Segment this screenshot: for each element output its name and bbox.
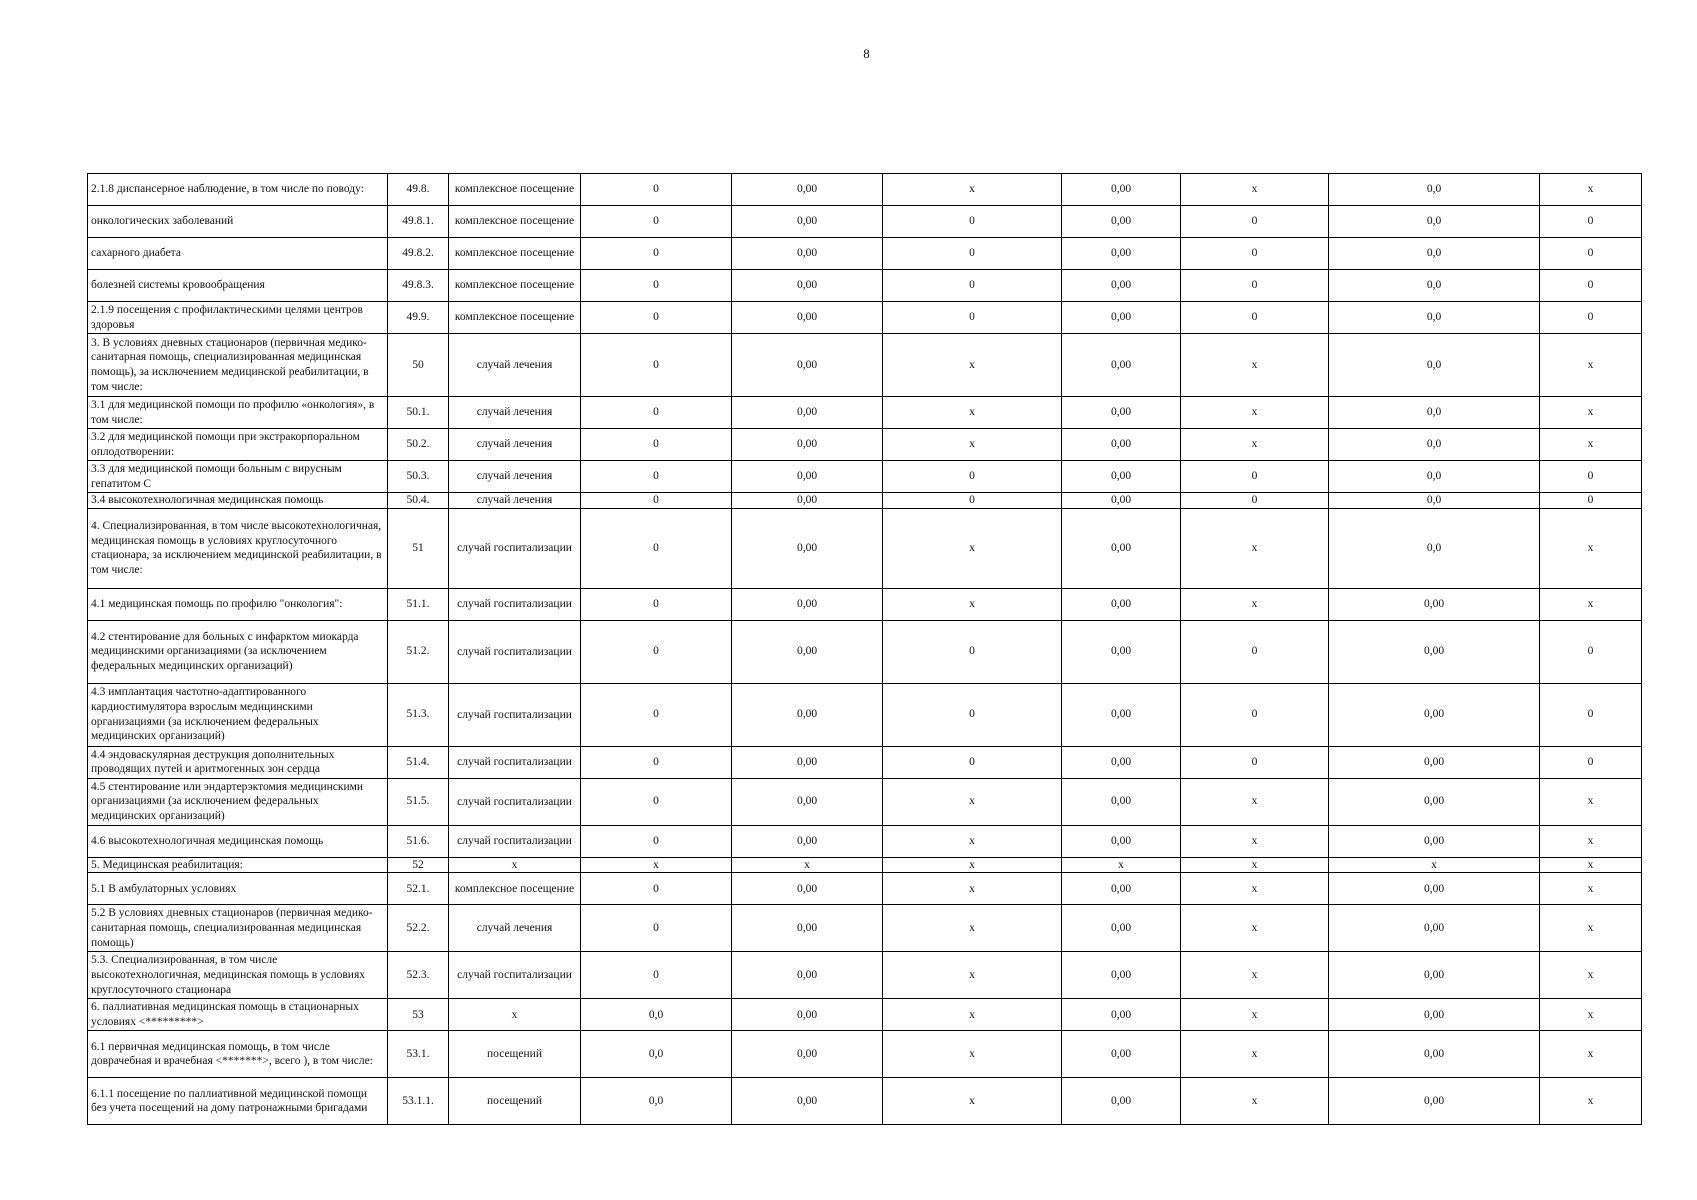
row-unit: x xyxy=(449,999,581,1031)
value-col-7: x xyxy=(1540,334,1642,397)
row-code: 52.2. xyxy=(388,905,449,952)
value-col-4: 0,00 xyxy=(1062,999,1181,1031)
value-col-5: x xyxy=(1181,334,1329,397)
value-col-5: 0 xyxy=(1181,206,1329,238)
value-col-4: 0,00 xyxy=(1062,952,1181,999)
value-col-3: 0 xyxy=(883,683,1062,746)
table-row xyxy=(88,174,1642,206)
value-col-3: 0 xyxy=(883,206,1062,238)
value-col-4: 0,00 xyxy=(1062,778,1181,825)
value-col-4: x xyxy=(1062,857,1181,873)
row-unit: случай госпитализации xyxy=(449,588,581,620)
value-col-2: 0,00 xyxy=(732,905,883,952)
value-col-6: 0,0 xyxy=(1329,493,1540,509)
value-col-4: 0,00 xyxy=(1062,746,1181,778)
table-row xyxy=(88,238,1642,270)
value-col-6: 0,00 xyxy=(1329,620,1540,683)
value-col-6: 0,00 xyxy=(1329,873,1540,905)
row-code: 50 xyxy=(388,334,449,397)
row-unit: комплексное посещение xyxy=(449,873,581,905)
value-col-3: 0 xyxy=(883,746,1062,778)
row-name: 2.1.9 посещения с профилактическими целями центров здоровья xyxy=(88,302,388,334)
value-col-6: 0,0 xyxy=(1329,508,1540,588)
row-unit: посещений xyxy=(449,1031,581,1078)
row-name: 3.2 для медицинской помощи при экстракорпоральном оплодотворении: xyxy=(88,429,388,461)
value-col-6: 0,0 xyxy=(1329,238,1540,270)
value-col-4: 0,00 xyxy=(1062,461,1181,493)
value-col-7: x xyxy=(1540,429,1642,461)
value-col-6: 0,00 xyxy=(1329,999,1540,1031)
table-row xyxy=(88,206,1642,238)
value-col-7: x xyxy=(1540,857,1642,873)
value-col-4: 0,00 xyxy=(1062,270,1181,302)
row-code: 53.1.1. xyxy=(388,1078,449,1125)
value-col-1: 0 xyxy=(581,778,732,825)
value-col-2: 0,00 xyxy=(732,461,883,493)
value-col-7: 0 xyxy=(1540,461,1642,493)
value-col-1: 0 xyxy=(581,238,732,270)
value-col-6: 0,0 xyxy=(1329,302,1540,334)
value-col-4: 0,00 xyxy=(1062,302,1181,334)
table-row xyxy=(88,1078,1642,1125)
table-body xyxy=(88,174,1642,1125)
row-unit: случай лечения xyxy=(449,429,581,461)
table-row xyxy=(88,746,1642,778)
value-col-2: 0,00 xyxy=(732,1078,883,1125)
row-code: 49.9. xyxy=(388,302,449,334)
value-col-1: 0 xyxy=(581,174,732,206)
row-unit: случай госпитализации xyxy=(449,683,581,746)
row-code: 50.1. xyxy=(388,397,449,429)
row-code: 49.8.2. xyxy=(388,238,449,270)
row-unit: случай госпитализации xyxy=(449,508,581,588)
row-name: 4.3 имплантация частотно-адаптированного кардиостимулятора взрослым медицинскими организациями (за исключением федеральных медицинских организаций) xyxy=(88,683,388,746)
row-name: 4.2 стентирование для больных с инфарктом миокарда медицинскими организациями (за исключением федеральных медицинских организаций) xyxy=(88,620,388,683)
value-col-2: 0,00 xyxy=(732,302,883,334)
table-row xyxy=(88,334,1642,397)
data-table xyxy=(87,173,1642,1125)
value-col-5: x xyxy=(1181,174,1329,206)
value-col-5: 0 xyxy=(1181,461,1329,493)
table-row xyxy=(88,683,1642,746)
value-col-5: x xyxy=(1181,588,1329,620)
value-col-4: 0,00 xyxy=(1062,683,1181,746)
table-row xyxy=(88,429,1642,461)
value-col-2: 0,00 xyxy=(732,270,883,302)
value-col-6: 0,00 xyxy=(1329,588,1540,620)
page-number: 8 xyxy=(863,46,870,61)
value-col-3: x xyxy=(883,1078,1062,1125)
row-unit: x xyxy=(449,857,581,873)
row-unit: комплексное посещение xyxy=(449,206,581,238)
row-name: 3. В условиях дневных стационаров (первичная медико-санитарная помощь, специализированная медицинская помощь), за исключением медицинской реабилитации, в том числе: xyxy=(88,334,388,397)
value-col-7: x xyxy=(1540,1078,1642,1125)
value-col-1: 0 xyxy=(581,588,732,620)
value-col-6: 0,0 xyxy=(1329,270,1540,302)
value-col-3: 0 xyxy=(883,493,1062,509)
value-col-7: 0 xyxy=(1540,493,1642,509)
value-col-5: x xyxy=(1181,1078,1329,1125)
value-col-6: 0,00 xyxy=(1329,683,1540,746)
value-col-5: x xyxy=(1181,508,1329,588)
value-col-6: 0,0 xyxy=(1329,206,1540,238)
row-name: 4. Специализированная, в том числе высокотехнологичная, медицинская помощь в условиях круглосуточного стационара, за исключением медицинской реабилитации, в том числе: xyxy=(88,508,388,588)
value-col-1: 0 xyxy=(581,270,732,302)
row-unit: случай лечения xyxy=(449,461,581,493)
value-col-1: 0 xyxy=(581,746,732,778)
value-col-3: 0 xyxy=(883,270,1062,302)
row-name: 3.1 для медицинской помощи по профилю «онкология», в том числе: xyxy=(88,397,388,429)
value-col-2: 0,00 xyxy=(732,999,883,1031)
value-col-4: 0,00 xyxy=(1062,508,1181,588)
row-unit: комплексное посещение xyxy=(449,174,581,206)
table-row xyxy=(88,508,1642,588)
value-col-5: 0 xyxy=(1181,238,1329,270)
value-col-6: 0,00 xyxy=(1329,778,1540,825)
value-col-4: 0,00 xyxy=(1062,206,1181,238)
row-name: 4.1 медицинская помощь по профилю "онкология": xyxy=(88,588,388,620)
value-col-7: x xyxy=(1540,508,1642,588)
value-col-6: 0,00 xyxy=(1329,1031,1540,1078)
value-col-1: 0 xyxy=(581,206,732,238)
value-col-1: 0 xyxy=(581,905,732,952)
value-col-4: 0,00 xyxy=(1062,588,1181,620)
value-col-3: x xyxy=(883,857,1062,873)
value-col-5: 0 xyxy=(1181,270,1329,302)
row-name: онкологических заболеваний xyxy=(88,206,388,238)
value-col-2: 0,00 xyxy=(732,1031,883,1078)
value-col-7: 0 xyxy=(1540,620,1642,683)
table-row xyxy=(88,825,1642,857)
value-col-1: 0 xyxy=(581,683,732,746)
value-col-1: 0 xyxy=(581,620,732,683)
value-col-2: 0,00 xyxy=(732,683,883,746)
row-code: 53.1. xyxy=(388,1031,449,1078)
row-code: 51 xyxy=(388,508,449,588)
row-unit: случай госпитализации xyxy=(449,620,581,683)
value-col-1: 0 xyxy=(581,461,732,493)
value-col-4: 0,00 xyxy=(1062,397,1181,429)
value-col-7: x xyxy=(1540,397,1642,429)
value-col-1: 0 xyxy=(581,493,732,509)
table-row xyxy=(88,302,1642,334)
row-name: 3.4 высокотехнологичная медицинская помощь xyxy=(88,493,388,509)
value-col-7: x xyxy=(1540,1031,1642,1078)
value-col-6: 0,00 xyxy=(1329,952,1540,999)
table-row xyxy=(88,397,1642,429)
row-unit: случай госпитализации xyxy=(449,952,581,999)
row-unit: случай лечения xyxy=(449,397,581,429)
value-col-2: 0,00 xyxy=(732,873,883,905)
row-unit: комплексное посещение xyxy=(449,302,581,334)
table-row xyxy=(88,620,1642,683)
value-col-5: x xyxy=(1181,857,1329,873)
value-col-2: 0,00 xyxy=(732,508,883,588)
row-code: 52.3. xyxy=(388,952,449,999)
value-col-1: 0 xyxy=(581,825,732,857)
value-col-7: 0 xyxy=(1540,302,1642,334)
value-col-1: 0,0 xyxy=(581,999,732,1031)
row-name: 4.6 высокотехнологичная медицинская помощь xyxy=(88,825,388,857)
value-col-5: x xyxy=(1181,952,1329,999)
value-col-2: 0,00 xyxy=(732,429,883,461)
value-col-2: 0,00 xyxy=(732,397,883,429)
value-col-7: x xyxy=(1540,825,1642,857)
row-name: 5.1 В амбулаторных условиях xyxy=(88,873,388,905)
value-col-3: x xyxy=(883,174,1062,206)
table-row xyxy=(88,857,1642,873)
row-code: 51.5. xyxy=(388,778,449,825)
value-col-4: 0,00 xyxy=(1062,620,1181,683)
value-col-7: x xyxy=(1540,778,1642,825)
value-col-5: x xyxy=(1181,999,1329,1031)
value-col-5: x xyxy=(1181,778,1329,825)
value-col-4: 0,00 xyxy=(1062,429,1181,461)
value-col-5: x xyxy=(1181,905,1329,952)
value-col-3: x xyxy=(883,429,1062,461)
row-code: 49.8.3. xyxy=(388,270,449,302)
value-col-4: 0,00 xyxy=(1062,1031,1181,1078)
row-name: 4.4 эндоваскулярная деструкция дополнительных проводящих путей и аритмогенных зон сердца xyxy=(88,746,388,778)
value-col-3: 0 xyxy=(883,238,1062,270)
value-col-5: x xyxy=(1181,825,1329,857)
row-name: 3.3 для медицинской помощи больным с вирусным гепатитом С xyxy=(88,461,388,493)
value-col-5: x xyxy=(1181,873,1329,905)
row-name: сахарного диабета xyxy=(88,238,388,270)
table-row xyxy=(88,1031,1642,1078)
value-col-3: x xyxy=(883,397,1062,429)
value-col-2: 0,00 xyxy=(732,620,883,683)
value-col-7: x xyxy=(1540,174,1642,206)
value-col-3: x xyxy=(883,905,1062,952)
row-unit: случай госпитализации xyxy=(449,778,581,825)
row-unit: случай госпитализации xyxy=(449,746,581,778)
value-col-5: 0 xyxy=(1181,683,1329,746)
row-code: 49.8.1. xyxy=(388,206,449,238)
value-col-7: x xyxy=(1540,952,1642,999)
value-col-6: 0,0 xyxy=(1329,334,1540,397)
row-name: 4.5 стентирование или эндартерэктомия медицинскими организациями (за исключением федеральных медицинских организаций) xyxy=(88,778,388,825)
value-col-6: 0,00 xyxy=(1329,905,1540,952)
row-unit: случай лечения xyxy=(449,334,581,397)
value-col-7: 0 xyxy=(1540,270,1642,302)
value-col-6: 0,00 xyxy=(1329,1078,1540,1125)
table-row xyxy=(88,588,1642,620)
value-col-1: 0 xyxy=(581,952,732,999)
row-name: 2.1.8 диспансерное наблюдение, в том числе по поводу: xyxy=(88,174,388,206)
row-code: 50.3. xyxy=(388,461,449,493)
value-col-2: 0,00 xyxy=(732,334,883,397)
row-name: 5. Медицинская реабилитация: xyxy=(88,857,388,873)
table-row xyxy=(88,905,1642,952)
value-col-3: 0 xyxy=(883,302,1062,334)
value-col-2: 0,00 xyxy=(732,588,883,620)
value-col-5: x xyxy=(1181,429,1329,461)
value-col-1: 0,0 xyxy=(581,1031,732,1078)
value-col-2: 0,00 xyxy=(732,746,883,778)
row-code: 52.1. xyxy=(388,873,449,905)
value-col-3: 0 xyxy=(883,461,1062,493)
row-code: 51.4. xyxy=(388,746,449,778)
value-col-5: x xyxy=(1181,1031,1329,1078)
value-col-5: 0 xyxy=(1181,302,1329,334)
row-code: 51.2. xyxy=(388,620,449,683)
row-name: болезней системы кровообращения xyxy=(88,270,388,302)
table-row xyxy=(88,952,1642,999)
value-col-3: x xyxy=(883,873,1062,905)
value-col-4: 0,00 xyxy=(1062,1078,1181,1125)
row-code: 52 xyxy=(388,857,449,873)
value-col-3: x xyxy=(883,825,1062,857)
value-col-2: 0,00 xyxy=(732,174,883,206)
row-code: 50.2. xyxy=(388,429,449,461)
value-col-6: x xyxy=(1329,857,1540,873)
value-col-7: x xyxy=(1540,905,1642,952)
row-unit: комплексное посещение xyxy=(449,238,581,270)
row-name: 6.1 первичная медицинская помощь, в том числе доврачебная и врачебная <*******>, всего ), в том числе: xyxy=(88,1031,388,1078)
value-col-3: x xyxy=(883,508,1062,588)
value-col-2: 0,00 xyxy=(732,493,883,509)
value-col-6: 0,0 xyxy=(1329,461,1540,493)
row-unit: комплексное посещение xyxy=(449,270,581,302)
value-col-3: x xyxy=(883,334,1062,397)
table-row xyxy=(88,999,1642,1031)
row-name: 5.3. Специализированная, в том числе высокотехнологичная, медицинская помощь в условиях круглосуточного стационара xyxy=(88,952,388,999)
value-col-1: 0 xyxy=(581,508,732,588)
row-code: 49.8. xyxy=(388,174,449,206)
value-col-7: 0 xyxy=(1540,206,1642,238)
table-row xyxy=(88,270,1642,302)
value-col-1: x xyxy=(581,857,732,873)
table-row xyxy=(88,778,1642,825)
value-col-5: x xyxy=(1181,397,1329,429)
row-code: 53 xyxy=(388,999,449,1031)
value-col-4: 0,00 xyxy=(1062,493,1181,509)
row-code: 50.4. xyxy=(388,493,449,509)
value-col-6: 0,0 xyxy=(1329,397,1540,429)
row-unit: случай лечения xyxy=(449,493,581,509)
value-col-3: x xyxy=(883,1031,1062,1078)
value-col-3: x xyxy=(883,778,1062,825)
row-code: 51.6. xyxy=(388,825,449,857)
row-unit: посещений xyxy=(449,1078,581,1125)
value-col-6: 0,0 xyxy=(1329,429,1540,461)
table-row xyxy=(88,461,1642,493)
value-col-5: 0 xyxy=(1181,493,1329,509)
value-col-2: 0,00 xyxy=(732,952,883,999)
value-col-7: 0 xyxy=(1540,238,1642,270)
value-col-4: 0,00 xyxy=(1062,905,1181,952)
value-col-5: 0 xyxy=(1181,746,1329,778)
row-code: 51.3. xyxy=(388,683,449,746)
value-col-1: 0 xyxy=(581,334,732,397)
value-col-4: 0,00 xyxy=(1062,334,1181,397)
value-col-3: x xyxy=(883,952,1062,999)
value-col-1: 0 xyxy=(581,429,732,461)
value-col-7: 0 xyxy=(1540,683,1642,746)
value-col-2: 0,00 xyxy=(732,825,883,857)
value-col-7: 0 xyxy=(1540,746,1642,778)
value-col-1: 0 xyxy=(581,397,732,429)
value-col-3: x xyxy=(883,999,1062,1031)
value-col-6: 0,0 xyxy=(1329,174,1540,206)
row-unit: случай лечения xyxy=(449,905,581,952)
value-col-4: 0,00 xyxy=(1062,873,1181,905)
value-col-6: 0,00 xyxy=(1329,746,1540,778)
value-col-7: x xyxy=(1540,588,1642,620)
value-col-2: 0,00 xyxy=(732,238,883,270)
value-col-1: 0 xyxy=(581,302,732,334)
value-col-1: 0 xyxy=(581,873,732,905)
value-col-2: 0,00 xyxy=(732,206,883,238)
value-col-6: 0,00 xyxy=(1329,825,1540,857)
value-col-3: x xyxy=(883,588,1062,620)
value-col-4: 0,00 xyxy=(1062,825,1181,857)
row-name: 6. паллиативная медицинская помощь в стационарных условиях <*********> xyxy=(88,999,388,1031)
value-col-2: 0,00 xyxy=(732,778,883,825)
value-col-4: 0,00 xyxy=(1062,174,1181,206)
table-row xyxy=(88,873,1642,905)
value-col-4: 0,00 xyxy=(1062,238,1181,270)
value-col-7: x xyxy=(1540,999,1642,1031)
row-name: 6.1.1 посещение по паллиативной медицинской помощи без учета посещений на дому патронажными бригадами xyxy=(88,1078,388,1125)
row-unit: случай госпитализации xyxy=(449,825,581,857)
table-row xyxy=(88,493,1642,509)
value-col-3: 0 xyxy=(883,620,1062,683)
row-name: 5.2 В условиях дневных стационаров (первичная медико-санитарная помощь, специализированная медицинская помощь) xyxy=(88,905,388,952)
value-col-1: 0,0 xyxy=(581,1078,732,1125)
value-col-2: x xyxy=(732,857,883,873)
row-code: 51.1. xyxy=(388,588,449,620)
value-col-7: x xyxy=(1540,873,1642,905)
value-col-5: 0 xyxy=(1181,620,1329,683)
